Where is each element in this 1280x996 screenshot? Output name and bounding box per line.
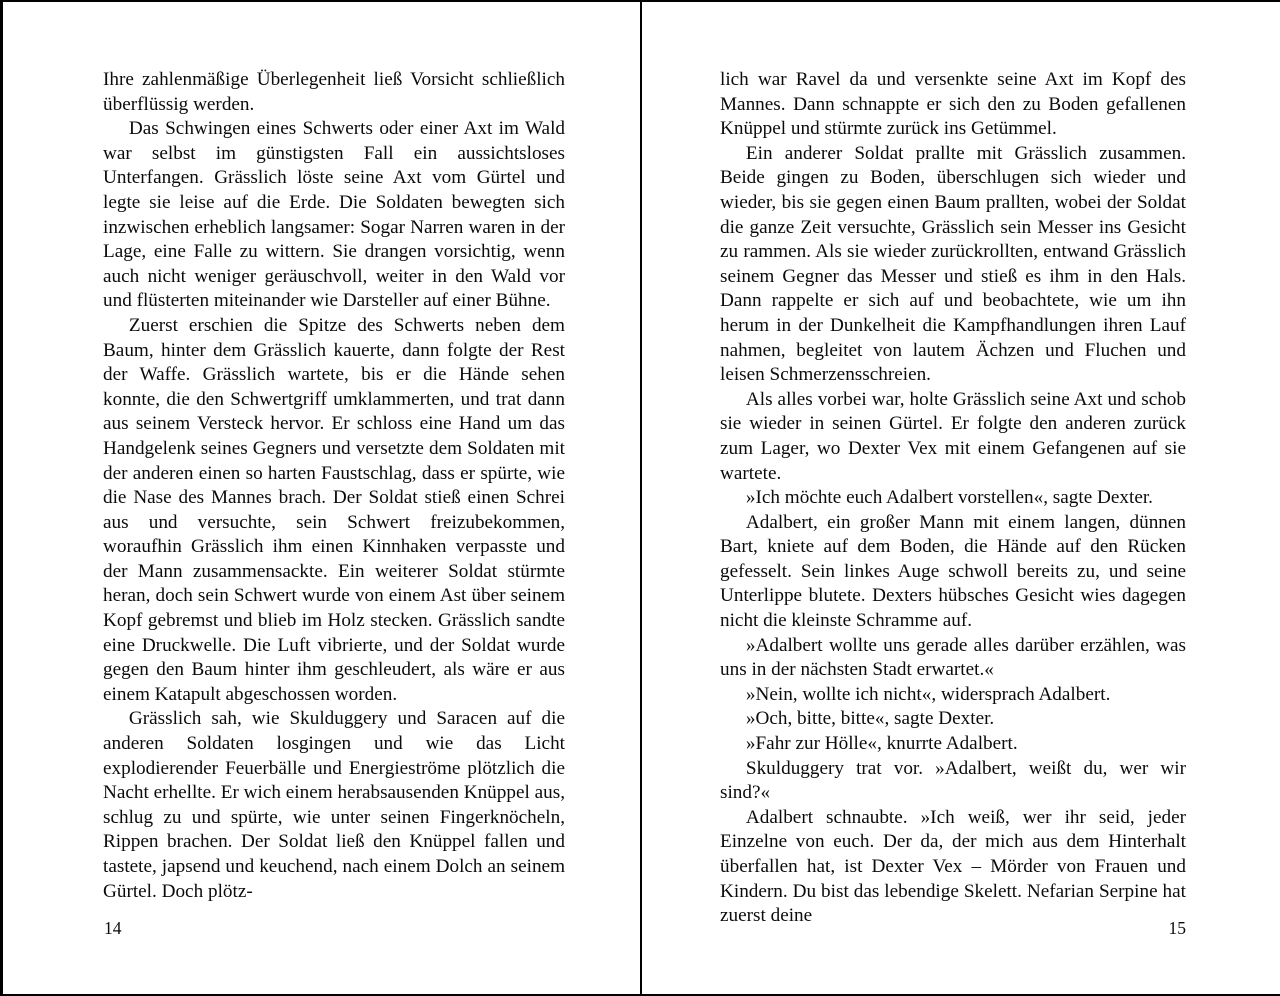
paragraph: Grässlich sah, wie Skulduggery und Saracen auf die anderen Soldaten losgingen und wie das Licht explodierender Feuerbälle und Energieströme plötzlich die Nacht erhellte. Er wich einem herabsausenden Knüppel aus, schlug zu und spürte, wie unter seinen Fingerknöcheln, Rippen brachen. Der Soldat ließ den Knüppel fallen und tastete, japsend und keuchend, nach einem Dolch an seinem Gürtel. Doch plötz- — [103, 708, 565, 902]
paragraph: Das Schwingen eines Schwerts oder einer Axt im Wald war selbst im günstigsten Fall ein aussichtsloses Unterfangen. Grässlich löste seine Axt vom Gürtel und legte sie leise auf die Erde. Die Soldaten bewegten sich inzwischen erheblich langsamer: Sogar Narren waren in der Lage, eine Falle zu wittern. Sie drangen vorsichtig, wenn auch nicht weniger geräuschvoll, weiter in den Wald vor und flüsterten miteinander wie Darsteller auf einer Bühne. — [103, 118, 565, 312]
paragraph: »Ich möchte euch Adalbert vorstellen«, sagte Dexter. — [745, 487, 1153, 509]
paragraph: »Fahr zur Hölle«, knurrte Adalbert. — [745, 733, 1018, 755]
paragraph: Zuerst erschien die Spitze des Schwerts neben dem Baum, hinter dem Grässlich kauerte, dann folgte der Rest der Waffe. Grässlich wartete, bis er die Hände sehen konnte, die den Schwertgriff umklammerten, und trat dann aus seinem Versteck hervor. Er schloss eine Hand um das Handgelenk seines Gegners und versetzte dem Soldaten mit der anderen einen so harten Faustschlag, dass er spürte, wie die Nase des Mannes brach. Der Soldat stieß einen Schrei aus und versuchte, sein Schwert freizubekommen, woraufhin Grässlich ihm einen Kinnhaken verpasste und der Mann zusammensackte. Ein weiterer Soldat stürmte heran, doch sein Schwert wurde von einem Ast über seinem Kopf gebremst und blieb im Holz stecken. Grässlich sandte eine Druckwelle. Die Luft vibrierte, und der Soldat wurde gegen den Baum hinter ihm geschleudert, als wäre er aus einem Katapult abgeschossen worden. — [103, 314, 565, 705]
paragraph: »Nein, wollte ich nicht«, widersprach Adalbert. — [745, 683, 1111, 705]
page-number-right: 15 — [1168, 918, 1186, 938]
paragraph: Als alles vorbei war, holte Grässlich seine Axt und schob sie wieder in seinen Gürtel. Er folgte den anderen zurück zum Lager, wo Dexter Vex mit einem Gefangenen auf sie wartete. — [720, 388, 1186, 484]
paragraph: Ein anderer Soldat prallte mit Grässlich zusammen. Beide gingen zu Boden, überschlugen sich wieder und wieder, bis sie gegen einen Baum prallten, wobei der Soldat die ganze Zeit versuchte, Grässlich sein Messer ins Gesicht zu rammen. Als sie wieder zurückrollten, entwand Grässlich seinem Gegner das Messer und stieß es ihm in den Hals. Dann rappelte er sich auf und beobachtete, wie um ihn herum in der Dunkelheit die Kampfhandlungen ihren Lauf nahmen, begleitet von lautem Ächzen und Fluchen und leisen Schmerzensschreien. — [720, 142, 1186, 386]
paragraph: Adalbert schnaubte. »Ich weiß, wer ihr seid, jeder Einzelne von euch. Der da, der mich aus dem Hinterhalt überfallen hat, ist Dexter Vex – Mörder von Frauen und Kindern. Du bist das lebendige Skelett. Nefarian Serpine hat zuerst deine — [720, 806, 1186, 927]
page-number-left: 14 — [104, 918, 122, 938]
paragraph: Skulduggery trat vor. »Adalbert, weißt du, wer wir sind?« — [720, 757, 1186, 804]
right-book-page — [642, 2, 1280, 996]
right-page-text-block — [720, 68, 1186, 929]
paragraph: »Och, bitte, bitte«, sagte Dexter. — [745, 708, 995, 730]
paragraph: Ihre zahlenmäßige Überlegenheit ließ Vorsicht schließlich überflüssig werden. — [103, 69, 565, 115]
paragraph: Adalbert, ein großer Mann mit einem langen, dünnen Bart, kniete auf dem Boden, die Hände auf den Rücken gefesselt. Sein linkes Auge schwoll bereits zu, und seine Unterlippe blutete. Dexters hübsches Gesicht wies dagegen nicht die kleinste Schramme auf. — [720, 511, 1186, 632]
left-page-text-block — [103, 68, 565, 904]
paragraph: lich war Ravel da und versenkte seine Axt im Kopf des Mannes. Dann schnappte er sich den zu Boden gefallenen Knüppel und stürmte zurück ins Getümmel. — [720, 69, 1186, 140]
paragraph: »Adalbert wollte uns gerade alles darüber erzählen, was uns in der nächsten Stadt erwartet.« — [720, 634, 1186, 681]
left-book-page — [3, 2, 642, 996]
